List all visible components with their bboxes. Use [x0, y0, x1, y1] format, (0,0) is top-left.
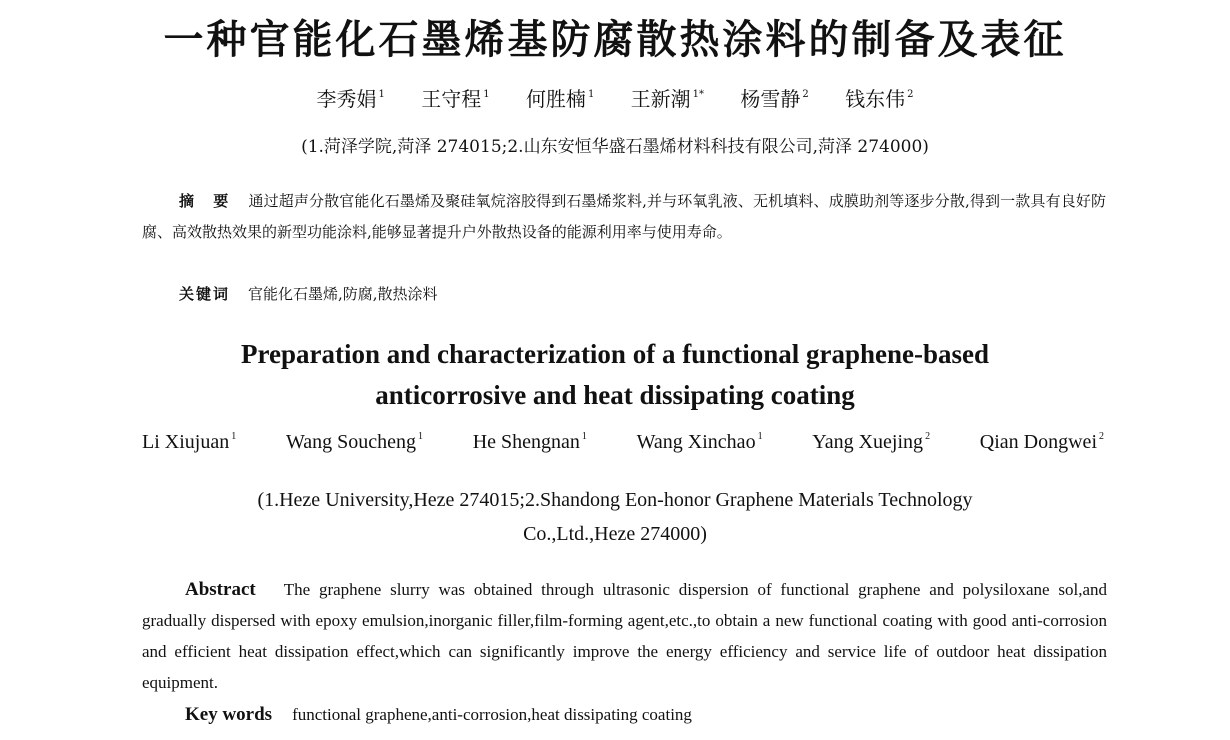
- english-title-line: anticorrosive and heat dissipating coating: [375, 380, 855, 410]
- english-author: Wang Xinchao $^1$: [636, 431, 763, 453]
- english-keywords-label: Key words: [185, 704, 273, 725]
- english-author: He Shengnan $^1$: [472, 431, 587, 453]
- chinese-author: 王新潮 $^{1*}$: [630, 87, 705, 111]
- english-author-list: [142, 426, 1104, 458]
- chinese-abstract: [142, 186, 1106, 248]
- english-keywords-text: functional graphene,anti-corrosion,heat dissipating coating: [292, 705, 692, 724]
- chinese-affiliation: (1.菏泽学院,菏泽 274015;2.山东安恒华盛石墨烯材料科技有限公司,菏泽 274000): [301, 137, 929, 157]
- english-affiliation: [0, 483, 1230, 551]
- chinese-keywords: [179, 279, 1079, 309]
- english-affiliation-line: (1.Heze University,Heze 274015;2.Shandong Eon-honor Graphene Materials Technology: [257, 489, 973, 511]
- chinese-abstract-label: 摘 要: [179, 192, 231, 210]
- english-author: Qian Dongwei $^2$: [979, 431, 1104, 453]
- chinese-author: 杨雪静 $^2$: [740, 87, 809, 111]
- english-abstract-text: The graphene slurry was obtained through ultrasonic dispersion of functional graphene and polysiloxane sol,and gradually dispersed with epoxy emulsion,inorganic filler,film-forming agent,etc.,to obtain a new functional coating with good anti-corrosion and efficient heat dissipation effect,which can significantly improve the energy efficiency and service life of outdoor heat dissipation equipment.: [142, 580, 1107, 692]
- english-keywords: [185, 700, 1085, 730]
- english-title-line: Preparation and characterization of a functional graphene-based: [241, 339, 989, 369]
- chinese-author: 何胜楠 $^1$: [525, 87, 595, 111]
- chinese-keywords-text: 官能化石墨烯,防腐,散热涂料: [248, 285, 438, 303]
- chinese-keywords-label: 关键词: [179, 285, 231, 303]
- english-author: Wang Soucheng $^1$: [285, 431, 423, 453]
- chinese-author: 李秀娟 $^1$: [316, 87, 385, 111]
- chinese-author-list: [0, 84, 1230, 114]
- chinese-abstract-text: 通过超声分散官能化石墨烯及聚硅氧烷溶胶得到石墨烯浆料,并与环氧乳液、无机填料、成膜助剂等逐步分散,得到一款具有良好防腐、高效散热效果的新型功能涂料,能够显著提升户外散热设备的能源利用率与使用寿命。: [142, 192, 1106, 241]
- english-affiliation-line: Co.,Ltd.,Heze 274000): [523, 523, 707, 545]
- english-author: Yang Xuejing $^2$: [812, 431, 931, 453]
- english-abstract: [142, 574, 1107, 698]
- english-author: Li Xiujuan $^1$: [142, 431, 237, 453]
- english-title: [0, 334, 1230, 416]
- chinese-title: 一种官能化石墨烯基防腐散热涂料的制备及表征: [163, 17, 1067, 63]
- english-abstract-label: Abstract: [185, 579, 256, 600]
- chinese-author: 钱东伟 $^2$: [845, 87, 914, 111]
- chinese-author: 王守程 $^1$: [421, 87, 490, 111]
